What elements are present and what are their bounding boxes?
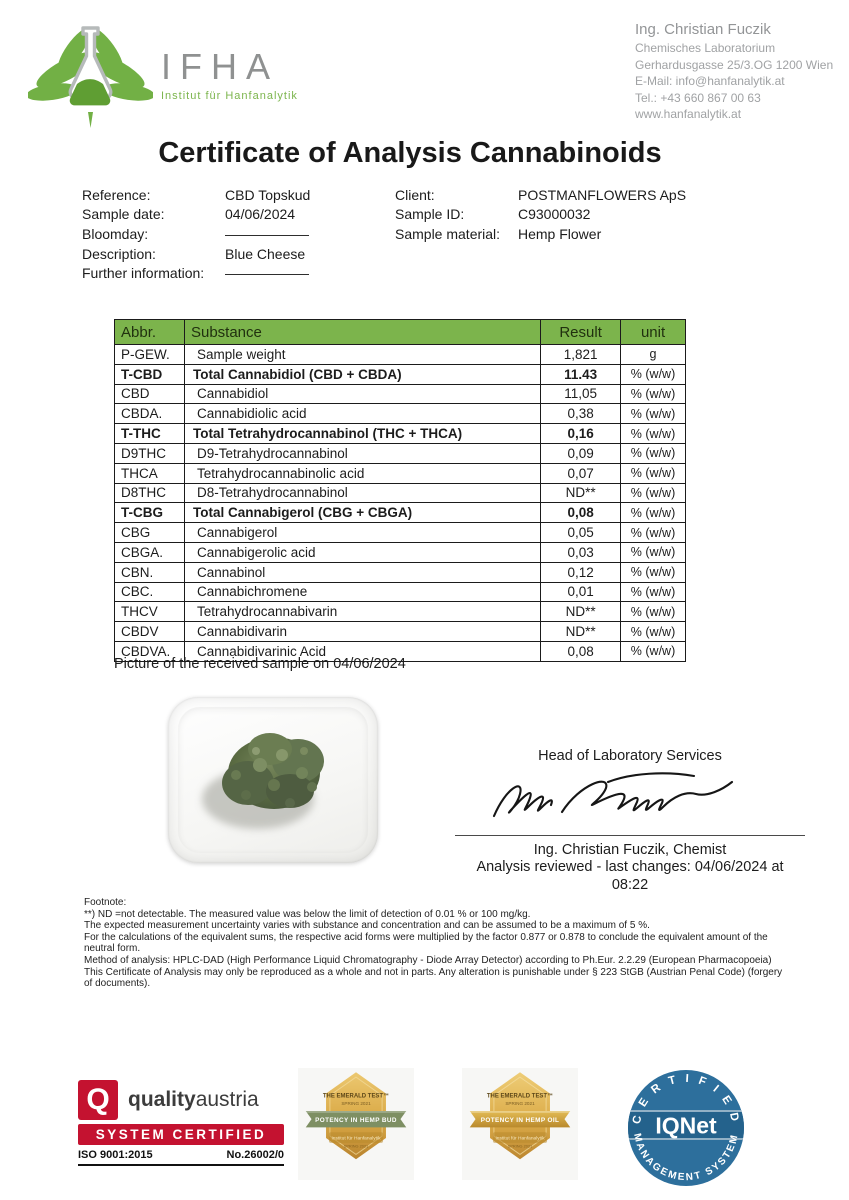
cell-unit: % (w/w) — [621, 443, 686, 463]
meta-label: Sample ID: — [395, 206, 465, 223]
cell-result: 0,12 — [541, 562, 621, 582]
logo-text — [161, 46, 298, 102]
cell-substance: Cannabidiolic acid — [184, 404, 540, 424]
column-header: Abbr. — [115, 320, 185, 345]
cell-result: 0,08 — [541, 503, 621, 523]
meta-row — [395, 224, 686, 244]
cell-abbr: THCV — [115, 602, 185, 622]
cell-result: 11,05 — [541, 384, 621, 404]
review-date-line: Analysis reviewed - last changes: 04/06/2024 at — [476, 859, 784, 875]
emerald-test-oil-badge — [462, 1068, 578, 1180]
cell-abbr: T-THC — [115, 424, 185, 444]
cell-abbr: T-CBD — [115, 364, 185, 384]
meta-value: Hemp Flower — [518, 225, 602, 242]
cell-result: 0,08 — [541, 641, 621, 661]
sample-meta-right — [395, 185, 686, 244]
meta-row — [82, 205, 310, 225]
logo-subtitle: Institut für Hanfanalytik — [161, 90, 298, 102]
certificate-title: Certificate of Analysis Cannabinoids — [158, 137, 662, 169]
table-row — [115, 384, 686, 404]
table-header-row — [115, 320, 686, 345]
cell-substance: Cannabidivarin — [184, 622, 540, 642]
cell-substance: D8-Tetrahydrocannabinol — [184, 483, 540, 503]
sample-picture-caption: Picture of the received sample on 04/06/2024 — [114, 656, 406, 672]
certificate-number: No.26002/0 — [226, 1149, 284, 1161]
footnote-heading: Footnote: — [84, 897, 127, 908]
cell-abbr: CBD — [115, 384, 185, 404]
iqnet-top-arc-label: C E R T I F I E D — [630, 1072, 742, 1126]
cell-abbr: CBC. — [115, 582, 185, 602]
signature-line — [455, 835, 805, 836]
quality-austria-brand — [78, 1080, 284, 1120]
meta-label: Reference: — [82, 186, 151, 203]
emerald-bud-season: SPRING 2021 — [341, 1101, 371, 1107]
cell-result: 1,821 — [541, 345, 621, 365]
contact-name: Ing. Christian Fuczik — [635, 21, 771, 38]
cell-unit: % (w/w) — [621, 582, 686, 602]
meta-value: —————— — [225, 265, 309, 282]
sample-photo — [168, 697, 378, 863]
emerald-bud-year: SPRING 2021 — [343, 1144, 369, 1149]
cell-unit: % (w/w) — [621, 404, 686, 424]
meta-row — [395, 205, 686, 225]
cell-abbr: CBG — [115, 523, 185, 543]
quality-austria-q-icon: Q — [78, 1080, 118, 1120]
emerald-oil-title: THE EMERALD TEST™ — [486, 1093, 554, 1100]
cell-abbr: T-CBG — [115, 503, 185, 523]
results-table-head — [115, 320, 686, 345]
meta-label: Client: — [395, 186, 435, 203]
emerald-test-bud-badge — [298, 1068, 414, 1180]
cell-unit: % (w/w) — [621, 641, 686, 661]
cell-result: 0,07 — [541, 463, 621, 483]
cell-substance: Cannabichromene — [184, 582, 540, 602]
cell-substance: Tetrahydrocannabinolic acid — [184, 463, 540, 483]
table-row — [115, 463, 686, 483]
cell-unit: % (w/w) — [621, 424, 686, 444]
emerald-oil-season: SPRING 2021 — [505, 1101, 535, 1107]
meta-row — [82, 185, 310, 205]
table-row — [115, 503, 686, 523]
review-time: 08:22 — [611, 877, 649, 893]
table-row — [115, 483, 686, 503]
meta-row — [82, 244, 310, 264]
cell-substance: Cannabidivarinic Acid — [184, 641, 540, 661]
cell-result: 0,38 — [541, 404, 621, 424]
table-row — [115, 404, 686, 424]
column-header: Result — [541, 320, 621, 345]
meta-label: Sample material: — [395, 225, 501, 242]
emerald-oil-badge-icon — [462, 1068, 578, 1180]
cell-result: 0,01 — [541, 582, 621, 602]
contact-line: Tel.: +43 660 867 00 63 — [635, 90, 761, 105]
cell-unit: % (w/w) — [621, 483, 686, 503]
cell-result: 11.43 — [541, 364, 621, 384]
meta-label: Further information: — [82, 265, 205, 282]
cell-substance: Sample weight — [184, 345, 540, 365]
meta-value: Blue Cheese — [225, 245, 306, 262]
cell-result: 0,05 — [541, 523, 621, 543]
table-row — [115, 424, 686, 444]
quality-austria-wordmark — [128, 1088, 259, 1112]
cell-abbr: CBDV — [115, 622, 185, 642]
emerald-bud-org: Institut für Hanfanalytik — [331, 1136, 381, 1142]
cell-substance: Cannabidiol — [184, 384, 540, 404]
cell-unit: % (w/w) — [621, 384, 686, 404]
table-row — [115, 364, 686, 384]
meta-row — [82, 263, 310, 283]
hemp-bud-image — [186, 711, 360, 849]
cell-result: 0,16 — [541, 424, 621, 444]
iqnet-badge — [622, 1064, 750, 1192]
contact-line: www.hanfanalytik.at — [635, 107, 742, 121]
cell-substance: Total Cannabigerol (CBG + CBGA) — [184, 503, 540, 523]
qa-word-bold: quality — [128, 1088, 196, 1111]
footnote-line: Method of analysis: HPLC-DAD (High Performance Liquid Chromatography - Diode Array Detector) according to Ph.Eur. 2.2.29 (European Pharmacopoeia) — [84, 954, 772, 966]
cell-unit: % (w/w) — [621, 523, 686, 543]
cell-abbr: CBGA. — [115, 542, 185, 562]
table-row — [115, 345, 686, 365]
signature-block — [455, 748, 805, 894]
footnote-line: This Certificate of Analysis may only be reproduced as a whole and not in parts. Any alteration is punishable under § 223 StGB (Austrian Penal Code) (forgery of documents). — [84, 966, 783, 990]
cell-result: 0,03 — [541, 542, 621, 562]
footnote-line: For the calculations of the equivalent sums, the respective acid forms were multiplied by the factor 0.877 or 0.878 to conclude the equivalent amount of the neutral form. — [84, 931, 768, 955]
iqnet-badge-icon — [622, 1064, 750, 1192]
cell-abbr: CBN. — [115, 562, 185, 582]
meta-value: —————— — [225, 225, 309, 242]
meta-label: Description: — [82, 245, 156, 262]
cell-unit: % (w/w) — [621, 542, 686, 562]
emerald-bud-ribbon-label: POTENCY IN HEMP BUD — [315, 1117, 397, 1125]
table-row — [115, 562, 686, 582]
cell-abbr: CBDA. — [115, 404, 185, 424]
table-row — [115, 602, 686, 622]
contact-line: Gerhardusgasse 25/3.OG 1200 Wien — [635, 57, 834, 72]
cell-substance: Cannabigerolic acid — [184, 542, 540, 562]
system-certified-band: SYSTEM CERTIFIED — [78, 1124, 284, 1145]
cell-substance: Cannabigerol — [184, 523, 540, 543]
emerald-oil-org: Institut für Hanfanalytik — [495, 1136, 545, 1142]
cell-abbr: D8THC — [115, 483, 185, 503]
lab-contact-block — [635, 20, 833, 123]
meta-row — [82, 224, 310, 244]
cell-unit: % (w/w) — [621, 562, 686, 582]
cell-substance: Total Cannabidiol (CBD + CBDA) — [184, 364, 540, 384]
cell-abbr: THCA — [115, 463, 185, 483]
cell-substance: Total Tetrahydrocannabinol (THC + THCA) — [184, 424, 540, 444]
contact-lines — [635, 40, 833, 123]
contact-line: Chemisches Laboratorium — [635, 41, 776, 55]
emerald-bud-title: THE EMERALD TEST™ — [322, 1093, 390, 1100]
cell-substance: Tetrahydrocannabivarin — [184, 602, 540, 622]
results-table-body — [115, 345, 686, 662]
meta-label: Bloomday: — [82, 225, 149, 242]
results-table — [114, 319, 686, 662]
footnote-lines — [84, 909, 790, 990]
signatory-role: Head of Laboratory Services — [538, 748, 722, 764]
cell-unit: % (w/w) — [621, 602, 686, 622]
emerald-oil-ribbon-label: POTENCY IN HEMP OIL — [480, 1117, 560, 1125]
cell-substance: Cannabinol — [184, 562, 540, 582]
table-row — [115, 523, 686, 543]
emerald-oil-year: SPRING 2021 — [507, 1144, 533, 1149]
cell-unit: % (w/w) — [621, 364, 686, 384]
table-row — [115, 622, 686, 642]
cell-unit: g — [621, 345, 686, 365]
cell-substance: D9-Tetrahydrocannabinol — [184, 443, 540, 463]
meta-value: 04/06/2024 — [225, 206, 296, 223]
table-row — [115, 542, 686, 562]
footnote — [84, 897, 790, 990]
column-header: Substance — [184, 320, 540, 345]
qa-word-light: austria — [195, 1088, 259, 1111]
cell-result: ND** — [541, 602, 621, 622]
logo-acronym: IFHA — [161, 46, 280, 87]
handwritten-signature — [480, 768, 780, 830]
cell-unit: % (w/w) — [621, 622, 686, 642]
iqnet-bottom-arc-label: MANAGEMENT SYSTEM — [631, 1132, 741, 1184]
iso-standard: ISO 9001:2015 — [78, 1149, 153, 1161]
meta-row — [395, 185, 686, 205]
cell-result: ND** — [541, 483, 621, 503]
table-row — [115, 443, 686, 463]
table-row — [115, 582, 686, 602]
signatory-name: Ing. Christian Fuczik, Chemist — [533, 842, 727, 858]
meta-value: CBD Topskud — [225, 186, 311, 203]
meta-value: POSTMANFLOWERS ApS — [518, 186, 687, 203]
cell-abbr: P-GEW. — [115, 345, 185, 365]
quality-austria-badge — [78, 1080, 284, 1166]
cell-unit: % (w/w) — [621, 463, 686, 483]
iqnet-wordmark: IQNet — [655, 1112, 717, 1139]
footnote-line: The expected measurement uncertainty varies with substance and concentration and can be assumed to be a maximum of 5 %. — [84, 920, 650, 932]
cell-result: ND** — [541, 622, 621, 642]
sample-meta-left — [82, 185, 310, 283]
contact-line: E-Mail: info@hanfanalytik.at — [635, 74, 785, 88]
meta-value: C93000032 — [518, 206, 591, 223]
cell-abbr: CBDVA. — [115, 641, 185, 661]
ifha-logo — [28, 18, 298, 130]
iso-certification-row — [78, 1149, 284, 1166]
cell-unit: % (w/w) — [621, 503, 686, 523]
meta-label: Sample date: — [82, 206, 165, 223]
ifha-leaf-flask-icon — [28, 18, 153, 130]
cell-abbr: D9THC — [115, 443, 185, 463]
column-header: unit — [621, 320, 686, 345]
emerald-bud-badge-icon — [298, 1068, 414, 1180]
cell-result: 0,09 — [541, 443, 621, 463]
footnote-line: **) ND =not detectable. The measured value was below the limit of detection of 0.01 % or 100 mg/kg. — [84, 908, 531, 920]
